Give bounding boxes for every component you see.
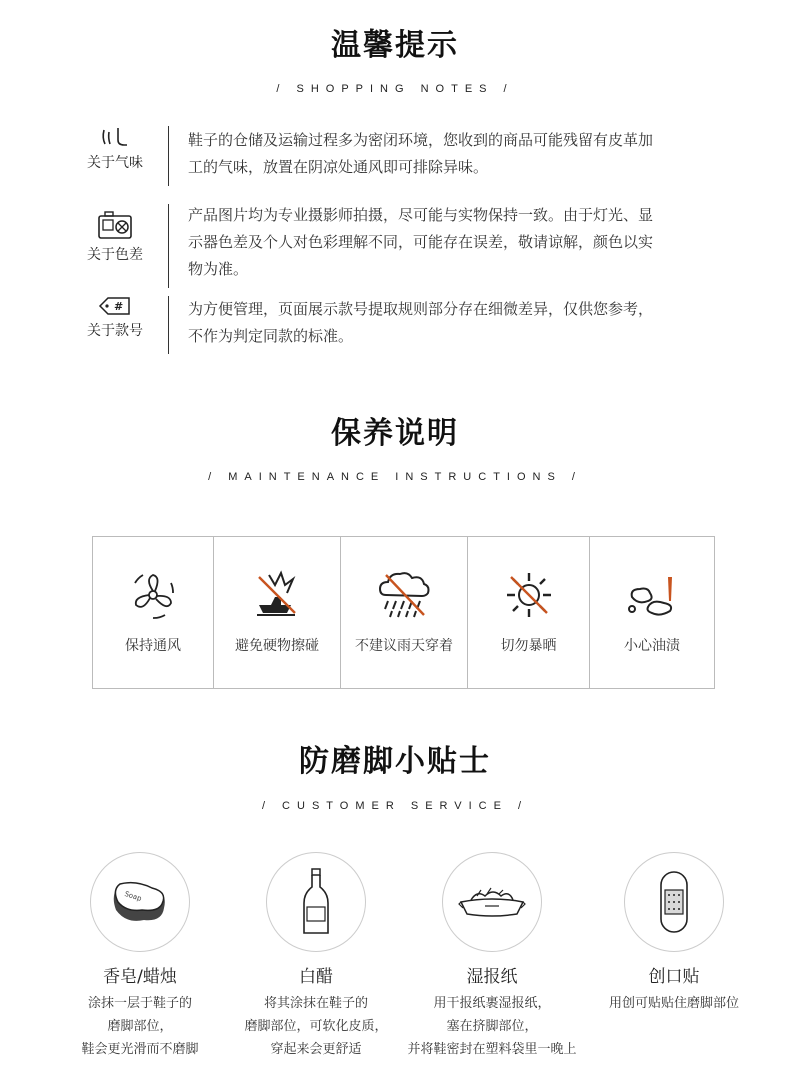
tip-title: 白醋 (299, 967, 333, 987)
tip-desc (584, 992, 764, 1015)
care-label: 不建议雨天穿着 (355, 638, 453, 654)
tips-subtitle: / CUSTOMER SERVICE / (261, 800, 529, 812)
care-oil-stain (590, 537, 714, 688)
tip-line: 并将鞋密封在塑料袋里一晚上 (407, 1042, 577, 1057)
no-sun-icon (503, 569, 555, 621)
note-line: 为方便管理，页面展示款号提取规则部分存在细微差异，仅供您参考， (188, 300, 654, 318)
tip-line: 鞋会更光滑而不磨脚 (81, 1042, 199, 1057)
tip-title: 湿报纸 (466, 967, 518, 987)
no-hard-objects-icon (251, 569, 303, 621)
care-no-sun (468, 537, 590, 688)
tip-line: 穿起来会更舒适 (270, 1042, 362, 1057)
tip-circle (624, 852, 724, 952)
svg-text:Soap: Soap (123, 889, 143, 903)
note-line: 物为准。 (188, 260, 249, 278)
tag-icon (98, 296, 132, 316)
tip-line: 塞在挤脚部位， (446, 1019, 538, 1034)
tip-bandage (584, 852, 764, 1015)
tips-title: 防磨脚小贴士 (299, 744, 491, 779)
note-color-text (188, 202, 736, 283)
note-color (80, 204, 740, 288)
note-style-icon-wrap (80, 296, 150, 340)
shopping-notes-subtitle: / SHOPPING NOTES / (276, 83, 514, 95)
tip-circle (90, 852, 190, 952)
note-smell-label: 关于气味 (87, 155, 143, 171)
care-no-rain (341, 537, 468, 688)
care-label: 保持通风 (125, 638, 181, 654)
tip-line: 用干报纸裹湿报纸， (433, 996, 551, 1011)
note-line: 产品图片均为专业摄影师拍摄，尽可能与实物保持一致。由于灯光、显 (188, 206, 654, 224)
bandage-icon (658, 869, 690, 935)
wet-newspaper-icon (457, 882, 527, 922)
tip-circle (266, 852, 366, 952)
vinegar-bottle-icon (301, 867, 331, 937)
note-style-number (80, 296, 740, 354)
care-no-hard-objects (214, 537, 341, 688)
camera-icon (97, 210, 133, 240)
tip-line: 涂抹一层于鞋子的 (87, 996, 192, 1011)
shopping-notes-title: 温馨提示 (331, 28, 459, 63)
care-grid (92, 536, 715, 689)
tip-line: 磨脚部位， (107, 1019, 173, 1034)
soap-icon (108, 878, 172, 926)
note-divider (168, 296, 169, 354)
tip-desc (402, 992, 582, 1061)
no-rain-icon (376, 569, 432, 621)
note-smell (80, 126, 740, 186)
fan-icon (127, 569, 179, 621)
note-line: 鞋子的仓储及运输过程多为密闭环境，您收到的商品可能残留有皮革加 (188, 131, 654, 149)
tip-title: 创口贴 (648, 967, 700, 987)
note-color-label: 关于色差 (87, 247, 143, 263)
tip-title: 香皂/蜡烛 (103, 967, 177, 987)
care-label: 避免硬物擦碰 (235, 638, 319, 654)
tip-line: 磨脚部位，可软化皮质， (244, 1019, 388, 1034)
note-line: 示器色差及个人对色彩理解不同，可能存在误差，敬请谅解，颜色以实 (188, 233, 654, 251)
maintenance-title: 保养说明 (331, 416, 459, 451)
tip-wet-newspaper (402, 852, 582, 1061)
tip-circle (442, 852, 542, 952)
note-color-icon-wrap (80, 210, 150, 264)
tip-desc (226, 992, 406, 1061)
svg-text:#: # (114, 300, 124, 313)
care-label: 切勿暴晒 (500, 638, 557, 654)
tip-line: 将其涂抹在鞋子的 (263, 996, 368, 1011)
note-divider (168, 126, 169, 186)
note-style-label: 关于款号 (87, 323, 143, 339)
tip-desc (50, 992, 230, 1061)
note-line: 工的气味，放置在阴凉处通风即可排除异味。 (188, 158, 489, 176)
oil-stain-icon (624, 569, 680, 621)
care-label: 小心油渍 (624, 638, 680, 654)
note-smell-icon-wrap (80, 126, 150, 172)
note-line: 不作为判定同款的标准。 (188, 327, 354, 345)
care-ventilate (93, 537, 214, 688)
note-style-text (188, 296, 736, 350)
note-smell-text (188, 127, 736, 181)
nose-icon (100, 126, 130, 148)
tip-line: 用创可贴贴住磨脚部位 (608, 996, 739, 1011)
maintenance-subtitle: / MAINTENANCE INSTRUCTIONS / (208, 471, 582, 483)
tip-soap (50, 852, 230, 1061)
tip-vinegar (226, 852, 406, 1061)
note-divider (168, 204, 169, 288)
